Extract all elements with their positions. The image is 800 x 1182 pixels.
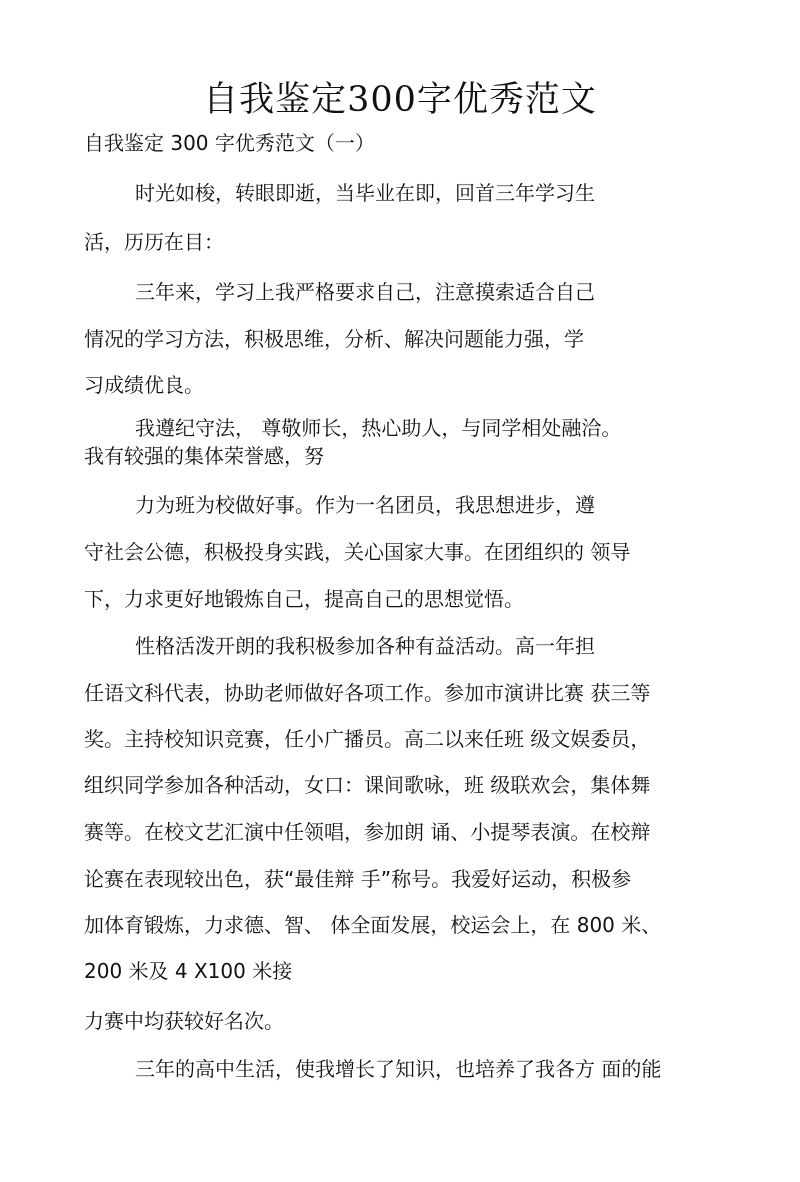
section-heading: 自我鉴定 300 字优秀范文（一） xyxy=(84,131,375,155)
paragraph-line: 情况的学习方法，积极思维，分析、解决问题能力强，学 xyxy=(84,327,584,351)
paragraph-line: 任语文科代表，协助老师做好各项工作。参加市演讲比赛 获三等 xyxy=(84,681,651,705)
paragraph-line: 习成绩优良。 xyxy=(84,373,204,397)
paragraph-line: 性格活泼开朗的我积极参加各种有益活动。高一年担 xyxy=(135,634,595,658)
paragraph-line: 赛等。在校文艺汇演中任领唱，参加朗 诵、小提琴表演。在校辩 xyxy=(84,820,651,844)
paragraph-line: 奖。主持校知识竞赛，任小广播员。高二以来任班 级文娱委员， xyxy=(84,727,651,751)
paragraph-line: 加体育锻炼，力求德、智、 体全面发展，校运会上，在 800 米、 xyxy=(84,913,662,937)
paragraph-line: 组织同学参加各种活动，女口：课间歌咏，班 级联欢会，集体舞 xyxy=(84,773,651,797)
paragraph-line: 力为班为校做好事。作为一名团员，我思想进步，遵 xyxy=(135,493,595,517)
paragraph-line: 我有较强的集体荣誉感，努 xyxy=(84,444,324,468)
paragraph-line: 时光如梭，转眼即逝，当毕业在即，回首三年学习生 xyxy=(135,181,595,205)
paragraph-line: 力赛中均获较好名次。 xyxy=(84,1009,284,1033)
paragraph-line: 守社会公德，积极投身实践，关心国家大事。在团组织的 领导 xyxy=(84,540,631,564)
paragraph-line: 我遵纪守法， 尊敬师长，热心助人，与同学相处融洽。 xyxy=(135,416,622,440)
paragraph-line: 三年的高中生活，使我增长了知识，也培养了我各方 面的能 xyxy=(135,1057,662,1081)
paragraph-line: 下，力求更好地锻炼自己，提高自己的思想觉悟。 xyxy=(84,587,524,611)
paragraph-line: 三年来，学习上我严格要求自己，注意摸索适合自己 xyxy=(135,280,595,304)
document-title: 自我鉴定300字优秀范文 xyxy=(203,80,597,120)
paragraph-line: 200 米及 4 X100 米接 xyxy=(84,959,293,983)
paragraph-line: 活，历历在目： xyxy=(84,230,224,254)
paragraph-line: 论赛在表现较出色，获“最佳辩 手”称号。我爱好运动，积极参 xyxy=(84,867,632,891)
